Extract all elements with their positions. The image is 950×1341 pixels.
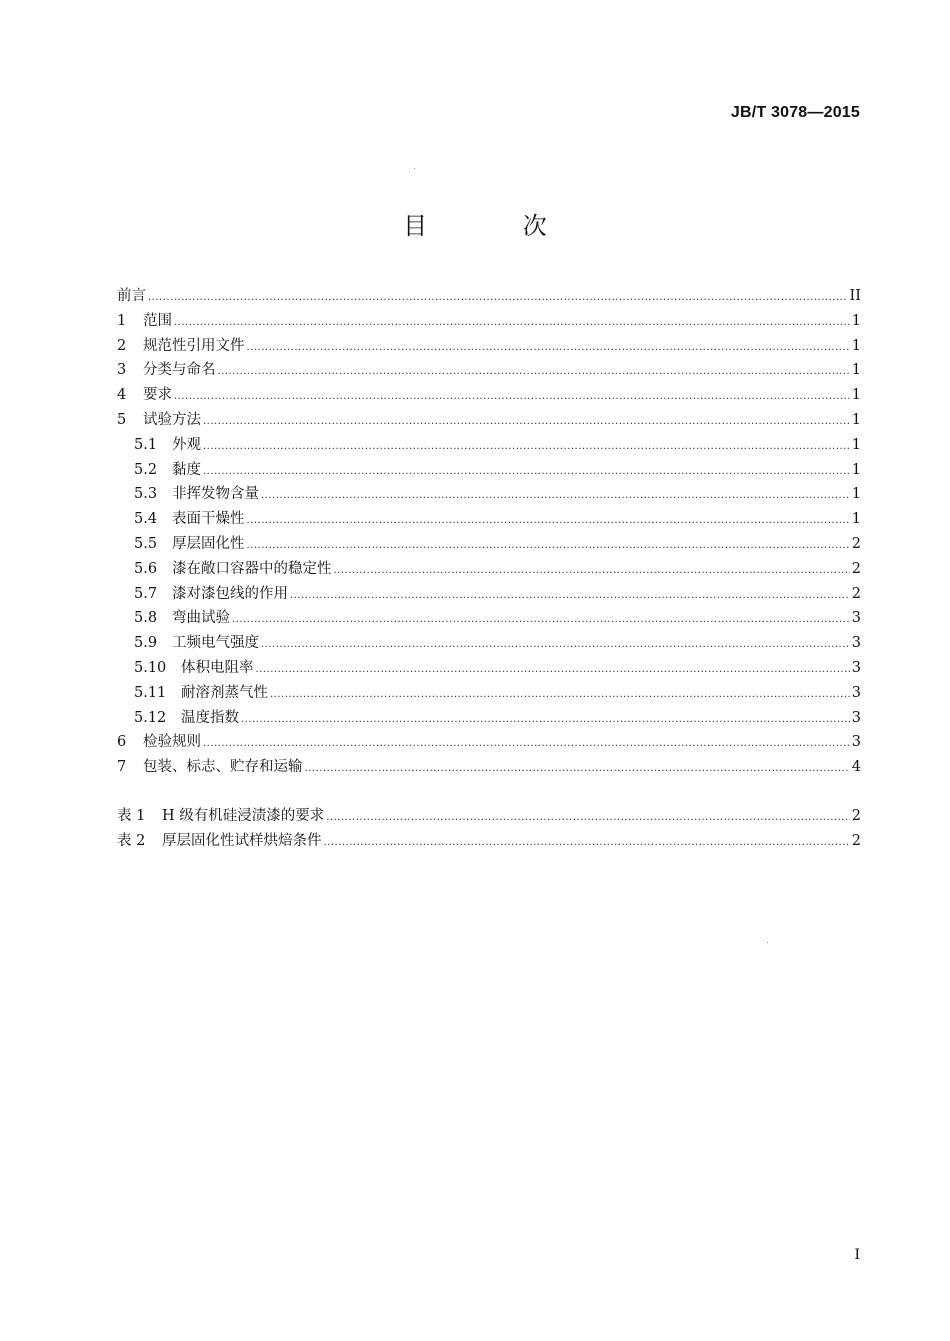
toc-entry-page: 4 — [851, 759, 861, 776]
toc-entry[interactable] — [117, 284, 861, 309]
toc-entry[interactable] — [117, 730, 861, 755]
dot-leader — [218, 360, 850, 385]
toc-entry[interactable] — [117, 557, 861, 582]
toc-entry-page: 1 — [851, 337, 861, 354]
standard-code: JB/T 3078—2015 — [730, 104, 860, 121]
toc-entry-label: 前言 — [117, 288, 146, 304]
toc-entry[interactable] — [117, 532, 861, 557]
toc-entry-label: 温度指数 — [181, 709, 239, 726]
dot-leader — [326, 806, 850, 831]
dot-leader — [261, 484, 850, 509]
dot-leader — [174, 385, 850, 410]
dot-leader — [261, 633, 850, 658]
toc-entry-page: 1 — [851, 411, 861, 428]
toc-entry-number: 5.10 — [134, 659, 167, 676]
toc-entry-number: 3 — [117, 362, 127, 379]
dot-leader — [290, 584, 850, 609]
dot-leader — [203, 435, 850, 460]
toc-entry-label: 非挥发物含量 — [172, 486, 259, 503]
dot-leader — [174, 311, 850, 336]
toc-entry-page: 2 — [851, 560, 861, 577]
toc-entry-label: 分类与命名 — [143, 362, 216, 379]
toc-entry-label: 漆在敞口容器中的稳定性 — [172, 560, 332, 577]
toc-entry[interactable] — [117, 334, 861, 359]
toc-entry-label: 试验方法 — [143, 411, 201, 428]
dot-leader — [324, 831, 850, 856]
toc-entry[interactable] — [117, 706, 861, 731]
toc-entry-page: 1 — [851, 362, 861, 379]
toc-entry-page: 3 — [851, 734, 861, 751]
toc-entry-label: 黏度 — [172, 461, 201, 478]
toc-entry-label: 弯曲试验 — [172, 610, 230, 627]
toc-entry-number: 5.12 — [134, 709, 167, 726]
toc-entry-label: 耐溶剂蒸气性 — [181, 684, 268, 701]
toc-entry-number: 5.6 — [134, 560, 158, 577]
toc-entry-page: 2 — [851, 807, 861, 824]
toc-entry-page: 3 — [851, 684, 861, 701]
toc-entry-label: 要求 — [143, 387, 172, 404]
toc-entry[interactable] — [117, 458, 861, 483]
toc-entry-page: II — [849, 288, 861, 304]
toc-title: 目 次 — [403, 212, 591, 240]
dot-leader — [203, 460, 850, 485]
toc-entry-number: 5.2 — [134, 461, 158, 478]
toc-entry-page: 1 — [851, 387, 861, 404]
toc-entry[interactable] — [117, 681, 861, 706]
toc-entries — [117, 284, 861, 780]
dot-leader — [247, 509, 850, 534]
toc-entry-number: 2 — [117, 337, 127, 354]
dot-leader — [270, 683, 850, 708]
toc-entry-page: 1 — [851, 461, 861, 478]
dot-leader — [305, 757, 850, 782]
toc-entry-page: 3 — [851, 610, 861, 627]
toc-entry-page: 3 — [851, 635, 861, 652]
toc-entry[interactable] — [117, 606, 861, 631]
toc-entry-number: 1 — [117, 312, 127, 329]
toc-entry-number: 表 2 — [117, 832, 146, 849]
toc-entry[interactable] — [117, 755, 861, 780]
toc-entry-number: 5.9 — [134, 635, 158, 652]
toc-entry-number: 表 1 — [117, 807, 146, 824]
toc-entry[interactable] — [117, 507, 861, 532]
dot-leader — [148, 286, 848, 311]
toc-entry-page: 1 — [851, 486, 861, 503]
dot-leader — [334, 559, 850, 584]
dot-leader — [203, 732, 850, 757]
toc-entry[interactable] — [117, 433, 861, 458]
toc-entry-label: 范围 — [143, 312, 172, 329]
toc-entry-label: 漆对漆包线的作用 — [172, 585, 288, 602]
toc-entry-label: 厚层固化性 — [172, 535, 245, 552]
toc-entry-label: 表面干燥性 — [172, 511, 245, 528]
dot-leader — [232, 608, 850, 633]
toc-entry-page: 1 — [851, 312, 861, 329]
toc-entry-number: 6 — [117, 734, 127, 751]
dot-leader — [203, 410, 850, 435]
scan-speck — [414, 168, 415, 169]
dot-leader — [247, 336, 850, 361]
toc-entry-number: 5.4 — [134, 511, 158, 528]
dot-leader — [241, 708, 850, 733]
toc-entry[interactable] — [117, 482, 861, 507]
toc-entry-page: 3 — [851, 659, 861, 676]
page-number: I — [854, 1247, 860, 1263]
toc-entry-page: 1 — [851, 511, 861, 528]
toc-entry-label: 厚层固化性试样烘焙条件 — [162, 832, 322, 849]
table-list-entry[interactable] — [117, 829, 861, 854]
toc-entry-number: 5.11 — [134, 684, 167, 701]
table-list-entry[interactable] — [117, 804, 861, 829]
toc-entry-number: 5 — [117, 411, 127, 428]
toc-entry-number: 5.8 — [134, 610, 158, 627]
toc-entry-number: 5.3 — [134, 486, 158, 503]
toc-entry-number: 5.7 — [134, 585, 158, 602]
toc-entry-label: 包装、标志、贮存和运输 — [143, 759, 303, 776]
toc-entry-label: 检验规则 — [143, 734, 201, 751]
toc-entry-number: 4 — [117, 387, 127, 404]
toc-entry-label: 外观 — [172, 436, 201, 453]
toc-entry[interactable] — [117, 383, 861, 408]
toc-entry-page: 1 — [851, 436, 861, 453]
toc-spacer — [117, 780, 861, 804]
toc-entry-label: 规范性引用文件 — [143, 337, 245, 354]
toc-entry-page: 2 — [851, 585, 861, 602]
table-list — [117, 804, 861, 854]
toc-entry[interactable] — [117, 631, 861, 656]
toc-entry-page: 2 — [851, 832, 861, 849]
toc-entry[interactable] — [117, 582, 861, 607]
toc-entry-number: 5.5 — [134, 535, 158, 552]
table-of-contents — [117, 284, 861, 854]
toc-entry-label: 工频电气强度 — [172, 635, 259, 652]
scan-speck — [767, 942, 768, 943]
toc-entry[interactable] — [117, 408, 861, 433]
toc-entry[interactable] — [117, 309, 861, 334]
dot-leader — [247, 534, 850, 559]
toc-entry-page: 3 — [851, 709, 861, 726]
dot-leader — [256, 658, 850, 683]
toc-entry-number: 5.1 — [134, 436, 158, 453]
toc-entry[interactable] — [117, 656, 861, 681]
toc-entry-number: 7 — [117, 759, 127, 776]
toc-entry-page: 2 — [851, 535, 861, 552]
toc-entry-label: H 级有机硅浸渍漆的要求 — [162, 807, 325, 824]
toc-entry-label: 体积电阻率 — [181, 659, 254, 676]
toc-entry[interactable] — [117, 358, 861, 383]
